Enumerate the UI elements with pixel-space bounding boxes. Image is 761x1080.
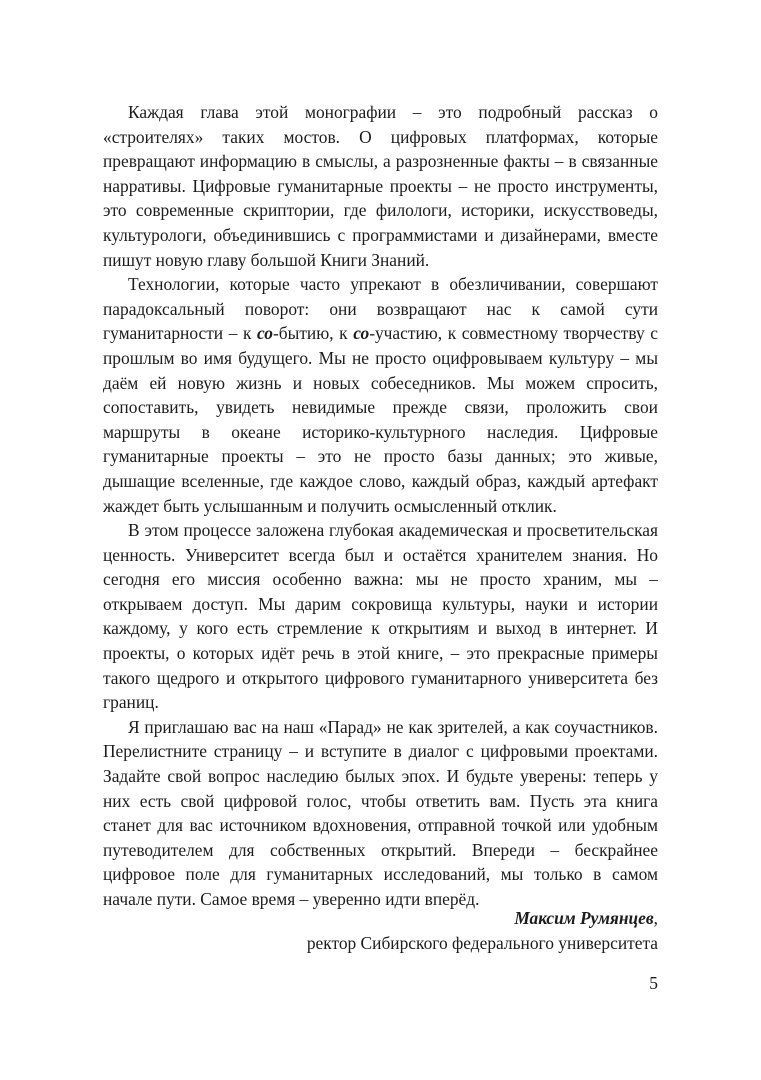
emphasis-co-2: со: [353, 323, 370, 344]
paragraph-2-text-before: Технологии, которые часто упрекают в обезличивании, совершают парадоксальный поворот: они возвращают нас к самой сути гуманитарности – к: [103, 274, 658, 344]
paragraph-2: [103, 272, 658, 518]
paragraph-3: В этом процессе заложена глубокая академическая и просветительская ценность. Университет всегда был и остаётся хранителем знания. Но сегодня его миссия особенно важна: мы не просто храним, мы – открываем доступ. Мы дарим сокровища культуры, науки и истории каждому, у кого есть стремление к открытиям и выход в интернет. И проекты, о которых идёт речь в этой книге, – это прекрасные примеры такого щедрого и открытого цифрового гуманитарного университета без границ.: [103, 520, 658, 713]
emphasis-co-1: со: [257, 323, 273, 344]
paragraph-4: Я приглашаю вас на наш «Парад» не как зрителей, а как соучастников. Перелистните страницу – и вступите в диалог с цифровыми проектами. Задайте свой вопрос наследию былых эпох. И будьте уверены: теперь у них есть свой цифровой голос, чтобы ответить вам. Пусть эта книга станет для вас источником вдохновения, отправной точкой или удобным путеводителем для собственных открытий. Впереди – бескрайнее цифровое поле для гуманитарных исследований, мы только в самом начале пути. Самое время – уверенно идти вперёд.: [103, 716, 658, 909]
page-number: 5: [649, 973, 658, 993]
page-body: [103, 100, 658, 912]
signature-name: Максим Румянцев: [514, 908, 654, 928]
signature-title: ректор Сибирского федерального университета: [306, 932, 658, 953]
signature-name-suffix: ,: [653, 908, 658, 928]
signature-block: [103, 906, 658, 955]
paragraph-2-text-middle: -бытию, к: [273, 323, 354, 344]
signature-name-line: [103, 906, 658, 931]
paragraph-2-text-after: -участию, к совместному творчеству с прошлым во имя будущего. Мы не просто оцифровываем культуру – мы даём ей новую жизнь и новых собеседников. Мы можем спросить, сопоставить, увидеть невидимые прежде связи, проложить свои маршруты в океане историко-культурного наследия. Цифровые гуманитарные проекты – это не просто базы данных; это живые, дышащие вселенные, где каждое слово, каждый образ, каждый артефакт жаждет быть услышанным и получить осмысленный отклик.: [103, 323, 658, 516]
paragraph-1: Каждая глава этой монографии – это подробный рассказ о «строителях» таких мостов. О цифровых платформах, которые превращают информацию в смыслы, а разрозненные факты – в связанные нарративы. Цифровые гуманитарные проекты – не просто инструменты, это современные скриптории, где филологи, историки, искусствоведы, культурологи, объединившись с программистами и дизайнерами, вместе пишут новую главу большой Книги Знаний.: [103, 102, 658, 270]
